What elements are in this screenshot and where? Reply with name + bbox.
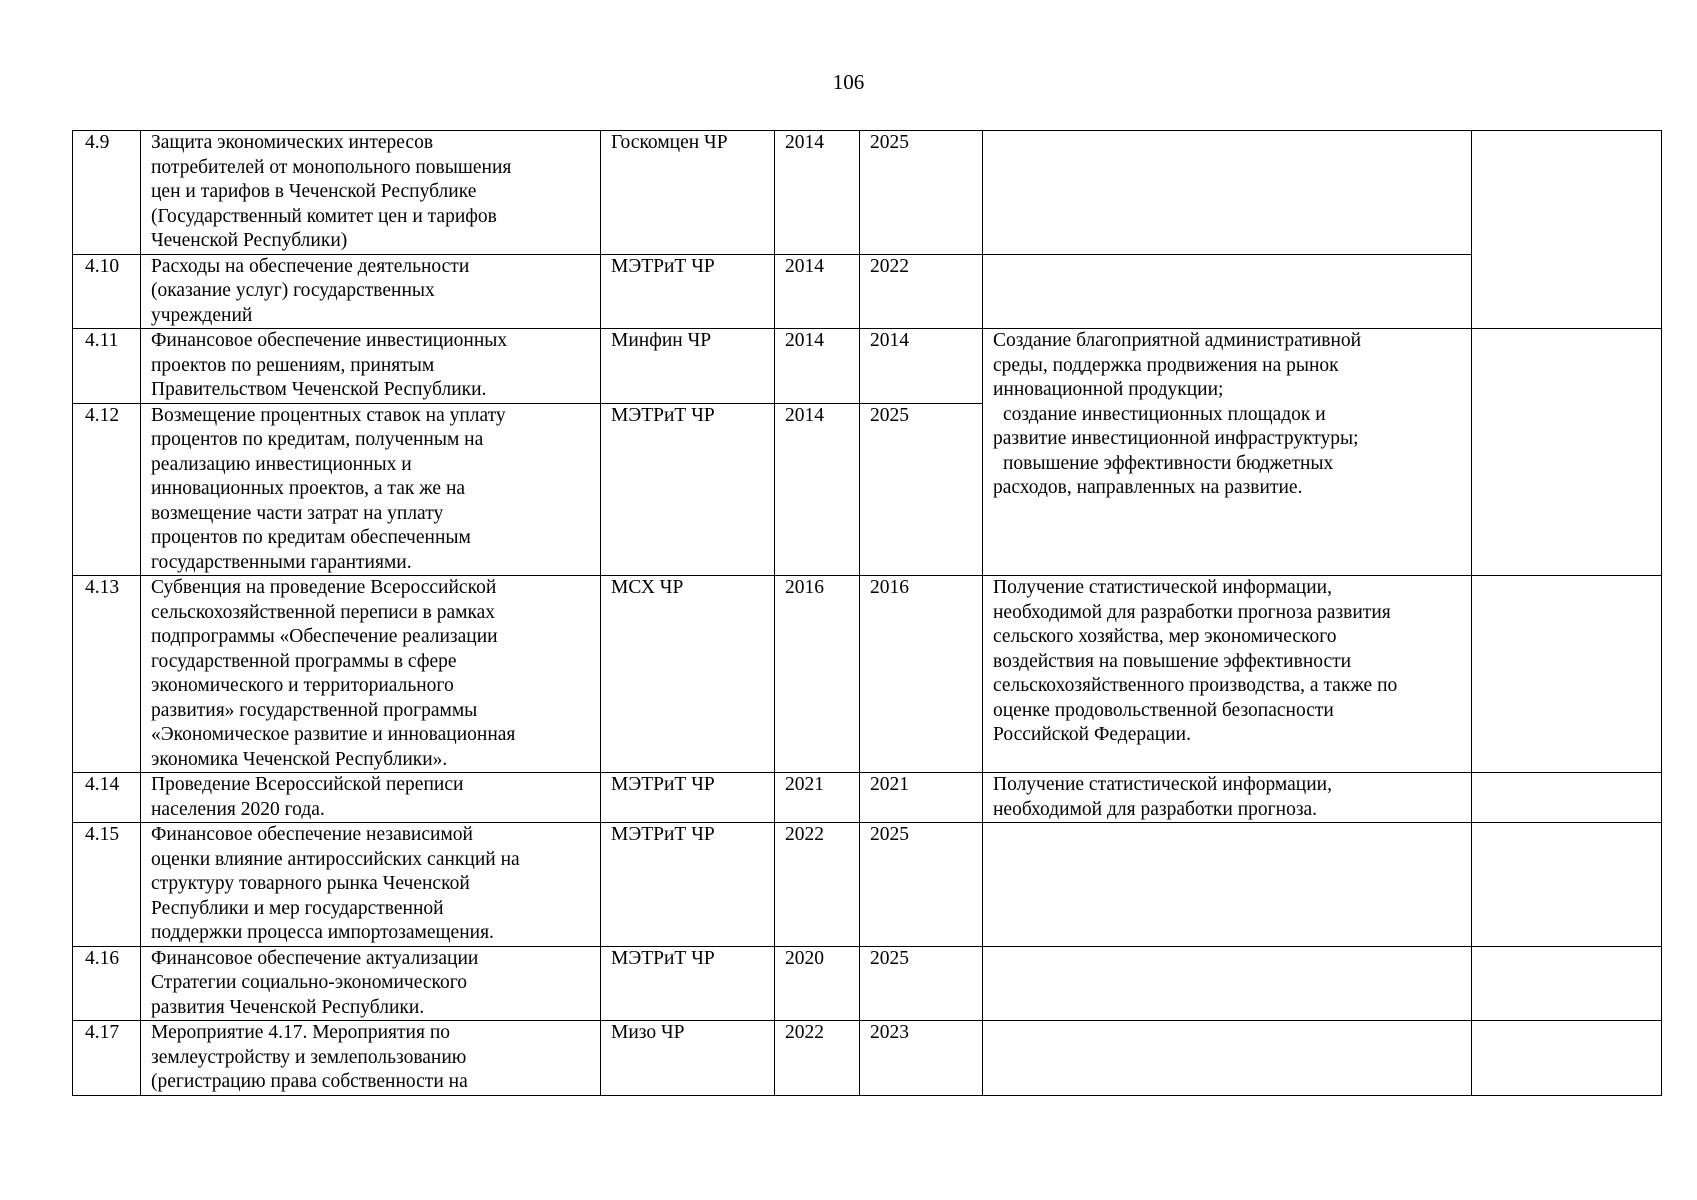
event-name [141, 576, 601, 773]
event-line: Чеченской Республики) [151, 230, 348, 251]
row-number: 4.17 [73, 1021, 141, 1096]
executor: МСХ ЧР [601, 576, 775, 773]
row-number: 4.10 [73, 254, 141, 329]
event-line: Мероприятие 4.17. Мероприятия по [151, 1022, 451, 1043]
event-line: (оказание услуг) государственных [151, 280, 435, 301]
table-row [73, 131, 1662, 255]
table-row [73, 773, 1662, 823]
note-cell [1472, 946, 1662, 1021]
event-line: инновационных проектов, а так же на [151, 478, 466, 499]
result-line: оценке продовольственной безопасности [993, 699, 1334, 721]
table-row [73, 254, 1662, 329]
result-line: среды, поддержка продвижения на рынок [993, 354, 1339, 376]
start-year: 2022 [775, 823, 860, 947]
end-year: 2016 [860, 576, 983, 773]
event-line: населения 2020 года. [151, 798, 325, 820]
start-year: 2014 [775, 329, 860, 404]
executor: МЭТРиТ ЧР [601, 946, 775, 1021]
result-cell [983, 1021, 1472, 1096]
row-number: 4.16 [73, 946, 141, 1021]
table-row [73, 576, 1662, 773]
event-name [141, 773, 601, 823]
event-line: (Государственный комитет цен и тарифов [151, 205, 497, 227]
row-number: 4.15 [73, 823, 141, 947]
event-line: процентов по кредитам, полученным на [151, 429, 484, 450]
result-line: Получение статистической информации, [993, 577, 1332, 598]
executor: МЭТРиТ ЧР [601, 773, 775, 823]
note-cell [1472, 131, 1662, 329]
event-name [141, 1021, 601, 1096]
start-year: 2014 [775, 131, 860, 255]
event-line: Республики и мер государственной [151, 897, 444, 919]
note-cell [1472, 773, 1662, 823]
note-cell [1472, 1021, 1662, 1096]
result-cell [983, 946, 1472, 1021]
event-name [141, 823, 601, 947]
result-cell [983, 823, 1472, 947]
event-name [141, 131, 601, 255]
end-year: 2014 [860, 329, 983, 404]
event-line: процентов по кредитам обеспеченным [151, 527, 471, 548]
event-line: Стратегии социально-экономического [151, 972, 468, 993]
event-line: развития Чеченской Республики. [151, 996, 425, 1018]
result-line: инновационной продукции; [993, 379, 1224, 400]
start-year: 2021 [775, 773, 860, 823]
event-line: цен и тарифов в Чеченской Республике [151, 181, 477, 202]
event-line: проектов по решениям, принятым [151, 354, 435, 376]
result-line: повышение эффективности бюджетных [1003, 452, 1334, 474]
result-line: сельскохозяйственного производства, а также по [993, 675, 1398, 696]
end-year: 2021 [860, 773, 983, 823]
start-year: 2020 [775, 946, 860, 1021]
note-cell [1472, 576, 1662, 773]
result-line: создание инвестиционных площадок и [1003, 403, 1326, 425]
start-year: 2022 [775, 1021, 860, 1096]
measures-table [72, 130, 1662, 1096]
result-line: сельского хозяйства, мер экономического [993, 626, 1337, 647]
table-row [73, 823, 1662, 947]
start-year: 2014 [775, 403, 860, 576]
event-line: «Экономическое развитие и инновационная [151, 724, 516, 745]
event-line: структуру товарного рынка Чеченской [151, 873, 470, 894]
result-cell [983, 254, 1472, 329]
result-line: необходимой для разработки прогноза развития [993, 601, 1391, 623]
event-line: Защита экономических интересов [151, 132, 434, 153]
event-line: Финансовое обеспечение независимой [151, 824, 473, 845]
page-number: 106 [832, 70, 865, 94]
executor: Госкомцен ЧР [601, 131, 775, 255]
row-number: 4.14 [73, 773, 141, 823]
event-line: Правительством Чеченской Республики. [151, 379, 487, 400]
event-line: поддержки процесса импортозамещения. [151, 922, 494, 943]
result-line: воздействия на повышение эффективности [993, 650, 1352, 672]
executor: МЭТРиТ ЧР [601, 403, 775, 576]
result-line: расходов, направленных на развитие. [993, 477, 1303, 498]
table-row [73, 329, 1662, 404]
end-year: 2025 [860, 823, 983, 947]
event-line: сельскохозяйственной переписи в рамках [151, 601, 496, 623]
event-line: землеустройству и землепользованию [151, 1046, 467, 1068]
event-line: Финансовое обеспечение актуализации [151, 947, 479, 969]
event-line: Расходы на обеспечение деятельности [151, 255, 470, 277]
end-year: 2025 [860, 403, 983, 576]
result-cell [983, 773, 1472, 823]
event-name [141, 329, 601, 404]
row-number: 4.11 [73, 329, 141, 404]
event-line: Проведение Всероссийской переписи [151, 774, 464, 795]
result-line: Получение статистической информации, [993, 774, 1332, 795]
event-line: экономического и территориального [151, 675, 454, 696]
result-cell [983, 576, 1472, 773]
result-line: необходимой для разработки прогноза. [993, 798, 1318, 820]
executor: Мизо ЧР [601, 1021, 775, 1096]
end-year: 2023 [860, 1021, 983, 1096]
result-line: Российской Федерации. [993, 724, 1191, 745]
table-row [73, 946, 1662, 1021]
result-cell [983, 329, 1472, 576]
event-line: учреждений [151, 304, 253, 326]
event-line: экономика Чеченской Республики». [151, 748, 448, 770]
event-line: потребителей от монопольного повышения [151, 156, 512, 178]
result-line: Создание благоприятной административной [993, 330, 1362, 351]
event-line: Возмещение процентных ставок на уплату [151, 404, 506, 426]
event-name [141, 946, 601, 1021]
result-cell [983, 131, 1472, 255]
end-year: 2025 [860, 131, 983, 255]
executor: МЭТРиТ ЧР [601, 254, 775, 329]
executor: Минфин ЧР [601, 329, 775, 404]
event-line: реализацию инвестиционных и [151, 453, 412, 475]
row-number: 4.13 [73, 576, 141, 773]
event-line: (регистрацию права собственности на [151, 1071, 468, 1092]
event-line: возмещение части затрат на уплату [151, 502, 444, 524]
event-line: государственными гарантиями. [151, 551, 412, 573]
event-line: оценки влияние антироссийских санкций на [151, 848, 520, 870]
start-year: 2016 [775, 576, 860, 773]
table-row [73, 1021, 1662, 1096]
end-year: 2025 [860, 946, 983, 1021]
event-name [141, 254, 601, 329]
end-year: 2022 [860, 254, 983, 329]
event-line: государственной программы в сфере [151, 650, 457, 672]
note-cell [1472, 329, 1662, 576]
event-line: Субвенция на проведение Всероссийской [151, 577, 497, 598]
note-cell [1472, 823, 1662, 947]
event-line: подпрограммы «Обеспечение реализации [151, 626, 498, 647]
row-number: 4.12 [73, 403, 141, 576]
start-year: 2014 [775, 254, 860, 329]
result-line: развитие инвестиционной инфраструктуры; [993, 428, 1359, 449]
row-number: 4.9 [73, 131, 141, 255]
executor: МЭТРиТ ЧР [601, 823, 775, 947]
event-line: развития» государственной программы [151, 699, 478, 721]
event-line: Финансовое обеспечение инвестиционных [151, 330, 508, 351]
event-name [141, 403, 601, 576]
